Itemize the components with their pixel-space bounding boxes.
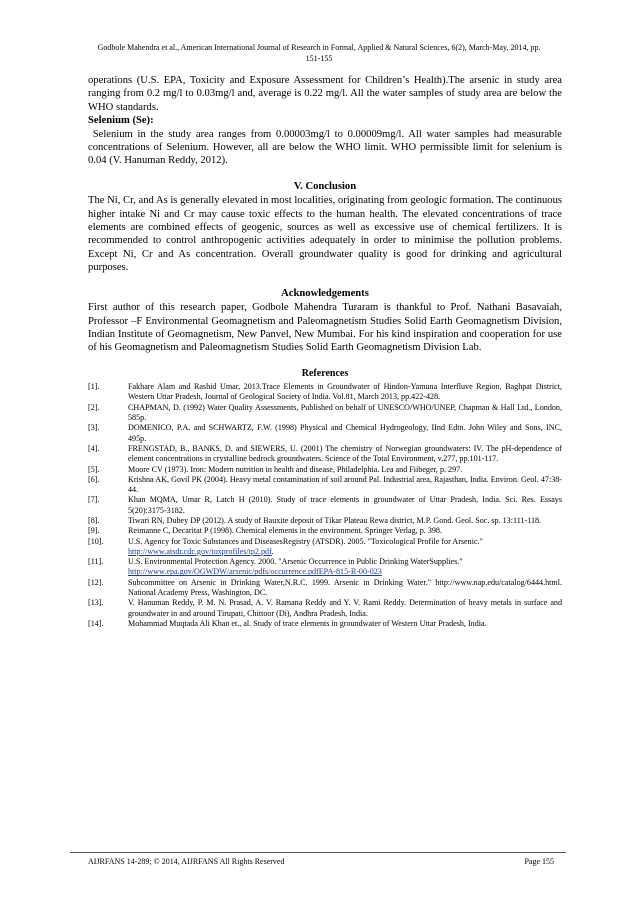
reference-text	[128, 444, 562, 465]
reference-body: Khan MQMA, Umar R, Latch H (2010). Study of trace elements in groundwater of Uttar Pradesh, India. Sci. Res. Essays 5(20):3175-3182.	[128, 495, 562, 515]
reference-body: Krishna AK, Govil PK (2004). Heavy metal contamination of soil around Pal. Industrial area, Rajasthan, India. Environ. Geol. 47:38-44.	[128, 474, 562, 495]
reference-number: [6].	[88, 474, 100, 484]
reference-text	[128, 382, 562, 403]
reference-body: Mohammad Muqtada Ali Khan et., al. Study of trace elements in groundwater of Western Uttar Pradesh, India.	[128, 618, 487, 628]
reference-number: [3].	[88, 423, 100, 433]
reference-number: [4].	[88, 443, 100, 453]
reference-item	[88, 598, 562, 619]
reference-link[interactable]: http://www.epa.gov/OGWDW/arsenic/pdfs/occurrence.pdfEPA-815-R-00-023	[128, 567, 382, 577]
reference-item	[88, 619, 562, 629]
reference-number: [13].	[88, 598, 104, 608]
reference-number: [2].	[88, 402, 100, 412]
reference-text	[128, 475, 562, 496]
reference-number: [8].	[88, 515, 100, 525]
reference-text	[128, 526, 562, 536]
reference-body: V. Hanuman Reddy, P. M. N. Prasad, A. V. Ramana Reddy and Y. V. Rami Reddy. Determination of heavy metals in surface and groundwater in and around Tirupati, Chittoor (Di), Andhra Pradesh, India.	[128, 598, 562, 618]
reference-item	[88, 382, 562, 403]
reference-text	[128, 465, 562, 475]
reference-item	[88, 537, 562, 558]
reference-text	[128, 423, 562, 444]
reference-body: Reimanne C, Decaritat P (1998). Chemical elements in the environment. Springer Verlag, p. 398.	[128, 526, 443, 536]
reference-number: [14].	[88, 618, 104, 628]
footer-divider	[70, 852, 566, 853]
reference-item	[88, 557, 562, 578]
reference-body: CHAPMAN, D. (1992) Water Quality Assessments, Published on behalf of UNESCO/WHO/UNEP, Chapman & Hall Ltd., London, 585p.	[128, 402, 562, 423]
reference-body: FRENGSTAD, B., BANKS, D. and SIEWERS, U. (2001) The chemistry of Norwegian groundwaters: IV. The pH-dependence of element concentrations in crystalline bedrock groundwaters. Science of the Total Environment, v.277, pp.101-117.	[128, 443, 562, 464]
reference-number: [1].	[88, 382, 100, 392]
reference-number: [9].	[88, 526, 100, 536]
reference-number: [10].	[88, 536, 104, 546]
reference-body: DOMENICO, P.A. and SCHWARTZ, F.W. (1998) Physical and Chemical Hydrogeology, IInd Edtn. John Wiley and Sons, INC, 495p.	[128, 423, 562, 443]
reference-body: U.S. Agency for Toxic Substances and DiseasesRegistry (ATSDR). 2005. "Toxicological Profile for Arsenic."	[128, 536, 483, 546]
reference-item	[88, 526, 562, 536]
reference-text	[128, 619, 562, 629]
reference-number: [5].	[88, 464, 100, 474]
reference-body: Tiwari RN, Dubey DP (2012). A study of Bauxite deposit of Tikar Plateau Rewa district, M.P. Gond. Geol. Soc. sp. 13:111-118.	[128, 515, 542, 525]
acknowledgements-paragraph: First author of this research paper, Godbole Mahendra Turaram is thankful to Prof. Nathani Basavaiah, Professor –F Environmental Geomagnetism and Paleomagnetism Studies Solid Earth Geomagnetism Division, Indian Institute of Geomagnetism, New Panvel, New Mumbai. For his kind inspiration and cooperation for use of his Geomagnetism and Paleomagnetism Studies Solid Earth Geomagnetism Division Lab.	[88, 302, 562, 354]
reference-item	[88, 444, 562, 465]
acknowledgements-heading: Acknowledgements	[281, 287, 369, 299]
reference-item	[88, 465, 562, 475]
reference-text	[128, 537, 562, 558]
reference-body: Subcommittee on Arsenic in Drinking Water,N.R.C. 1999. Arsenic in Drinking Water." http://www.nap.edu/catalog/6444.html. National Academy Press, Washington, DC.	[128, 577, 562, 598]
running-header	[70, 42, 568, 64]
reference-link[interactable]: http://www.atsdr.cdc.gov/toxprofiles/tp2.pdf	[128, 546, 272, 556]
reference-text	[128, 557, 562, 578]
reference-item	[88, 578, 562, 599]
references-list	[88, 382, 562, 629]
reference-item	[88, 475, 562, 496]
running-header-line2: 151-155	[305, 54, 333, 63]
reference-body: U.S. Environmental Protection Agency. 2000. "Arsenic Occurrence in Public Drinking WaterSupplies."	[128, 557, 463, 567]
reference-body: Moore CV (1973). Iron: Modern nutrition in health and disease, Philadelphia. Lea and Fiibeger, p. 297.	[128, 464, 463, 474]
selenium-paragraph: Selenium in the study area ranges from 0.00003mg/l to 0.00009mg/l. All water samples had measurable concentrations of Selenium. However, all are below the WHO limit. WHO permissible limit for selenium is 0.04 (V. Hanuman Reddy, 2012).	[88, 128, 565, 167]
conclusion-heading: V. Conclusion	[293, 180, 357, 192]
reference-number: [12].	[88, 577, 104, 587]
running-header-line1: Godbole Mahendra et al., American International Journal of Research in Formal, Applied & Natural Sciences, 6(2), March-May, 2014, pp.	[97, 43, 541, 52]
references-heading: References	[301, 367, 349, 379]
reference-text	[128, 516, 562, 526]
reference-item	[88, 423, 562, 444]
reference-number: [11].	[88, 557, 104, 567]
reference-text	[128, 495, 562, 516]
page-body	[88, 74, 565, 629]
reference-link-suffix: .	[271, 546, 274, 556]
selenium-heading: Selenium (Se):	[88, 115, 154, 127]
footer-page-number: Page 155	[524, 857, 554, 866]
reference-body: Fakhare Alam and Rashid Umar, 2013.Trace Elements in Groundwater of Hindon-Yamuna Interfluve Region, Baghpat District, Western Uttar Pradesh, Journal of Geological Society of India. Vol.81, March 2013, pp.422-428.	[128, 382, 562, 402]
footer-copyright: AIJRFANS 14-289; © 2014, AIJRFANS All Rights Reserved	[88, 857, 285, 866]
reference-item	[88, 403, 562, 424]
reference-text	[128, 598, 562, 619]
reference-item	[88, 495, 562, 516]
reference-text	[128, 578, 562, 599]
reference-item	[88, 516, 562, 526]
reference-number: [7].	[88, 495, 100, 505]
reference-text	[128, 403, 562, 424]
arsenic-paragraph: operations (U.S. EPA, Toxicity and Exposure Assessment for Children’s Health).The arsenic in study area ranging from 0.2 mg/l to 0.03mg/l and, average is 0.22 mg/l. All the water samples of study area are below the WHO standards.	[88, 75, 562, 113]
conclusion-paragraph: The Ni, Cr, and As is generally elevated in most localities, originating from geologic formation. The continuous higher intake Ni and Cr may cause toxic effects to the human health. The elevated concentrations of trace elements are combined effects of geogenic, sources as well as excessive use of chemical fertilizers. It is recommended to control anthropogenic activities adequately in order to minimise the pollution problems. Except Ni, Cr and As concentration. Overall groundwater quality is good for drinking and agricultural purposes.	[88, 195, 562, 274]
